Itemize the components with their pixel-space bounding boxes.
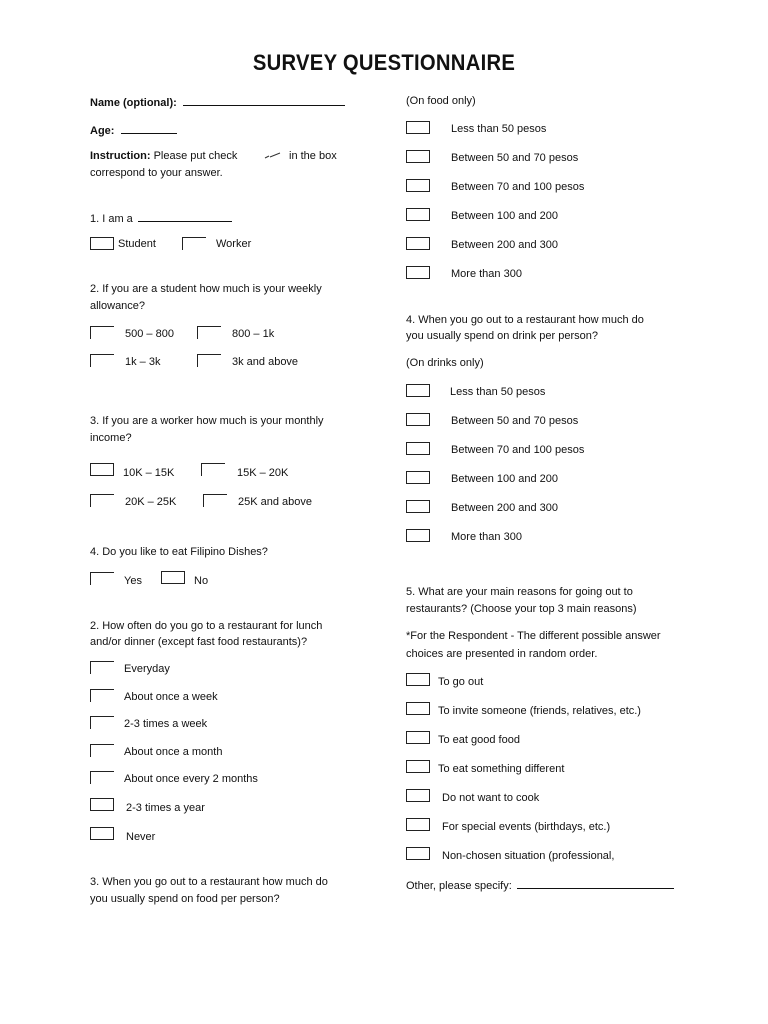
- instruction-label: Instruction:: [90, 150, 151, 162]
- reason-option-6: For special events (birthdays, etc.): [442, 821, 611, 833]
- page-title: SURVEY QUESTIONNAIRE: [252, 50, 516, 75]
- checkbox-everyday[interactable]: [90, 661, 114, 674]
- instruction-text-1: Please put check: [153, 150, 238, 162]
- reason-option-4: To eat something different: [438, 763, 565, 775]
- reason-checkbox-2[interactable]: [406, 702, 430, 715]
- checkbox-no[interactable]: [161, 571, 185, 584]
- checkbox-never[interactable]: [90, 827, 114, 840]
- checkbox-500-800[interactable]: [90, 326, 114, 339]
- question-8-line1: 5. What are your main reasons for going out to: [406, 586, 633, 598]
- question-1-text: 1. I am a: [90, 213, 133, 225]
- question-4-text: 4. Do you like to eat Filipino Dishes?: [90, 546, 268, 558]
- checkbox-once-week[interactable]: [90, 689, 114, 702]
- question-6-line2: you usually spend on food per person?: [90, 893, 280, 905]
- checkbox-25k-above[interactable]: [203, 494, 227, 507]
- checkbox-worker[interactable]: [182, 237, 206, 250]
- drink-checkbox-6[interactable]: [406, 529, 430, 542]
- checkbox-800-1k[interactable]: [197, 326, 221, 339]
- option-worker: Worker: [216, 238, 252, 250]
- reason-option-5: Do not want to cook: [442, 792, 540, 804]
- drink-option-5: Between 200 and 300: [451, 502, 559, 514]
- option-2-3-week: 2-3 times a week: [124, 718, 208, 730]
- drink-option-4: Between 100 and 200: [451, 473, 559, 485]
- checkbox-student[interactable]: [90, 237, 114, 250]
- question-3-line1: 3. If you are a worker how much is your monthly: [90, 415, 324, 427]
- checkbox-2-3-year[interactable]: [90, 798, 114, 811]
- question-8-line2: restaurants? (Choose your top 3 main reasons): [406, 603, 637, 615]
- drink-option-2: Between 50 and 70 pesos: [451, 415, 579, 427]
- name-label: [90, 93, 345, 112]
- option-500-800: 500 – 800: [125, 328, 174, 340]
- question-7-line1: 4. When you go out to a restaurant how much do: [406, 314, 644, 326]
- option-yes: Yes: [124, 575, 142, 587]
- question-1-blank[interactable]: [138, 209, 232, 222]
- respondent-note-line1: *For the Respondent - The different possible answer: [406, 630, 661, 642]
- checkbox-yes[interactable]: [90, 572, 114, 585]
- option-15k-20k: 15K – 20K: [237, 467, 289, 479]
- reason-option-3: To eat good food: [438, 734, 520, 746]
- question-6-line1: 3. When you go out to a restaurant how much do: [90, 876, 328, 888]
- drink-checkbox-5[interactable]: [406, 500, 430, 513]
- checkbox-every-2-months[interactable]: [90, 771, 114, 784]
- food-option-2: Between 50 and 70 pesos: [451, 152, 579, 164]
- instruction-text-2: in the box: [289, 150, 337, 162]
- option-20k-25k: 20K – 25K: [125, 496, 177, 508]
- drink-checkbox-3[interactable]: [406, 442, 430, 455]
- checkbox-1k-3k[interactable]: [90, 354, 114, 367]
- option-never: Never: [126, 831, 156, 843]
- reason-option-7: Non-chosen situation (professional,: [442, 850, 615, 862]
- food-checkbox-4[interactable]: [406, 208, 430, 221]
- option-3k-above: 3k and above: [232, 356, 299, 368]
- question-5-line1: 2. How often do you go to a restaurant for lunch: [90, 620, 323, 632]
- age-label: [90, 121, 177, 140]
- question-5-line2: and/or dinner (except fast food restaurants)?: [90, 636, 308, 648]
- food-option-6: More than 300: [451, 268, 522, 280]
- instruction-text-3: correspond to your answer.: [90, 167, 223, 179]
- option-every-2-months: About once every 2 months: [124, 773, 258, 785]
- option-800-1k: 800 – 1k: [232, 328, 275, 340]
- reason-checkbox-7[interactable]: [406, 847, 430, 860]
- option-once-week: About once a week: [124, 691, 218, 703]
- name-input-line[interactable]: [183, 93, 345, 106]
- drink-checkbox-2[interactable]: [406, 413, 430, 426]
- food-checkbox-2[interactable]: [406, 150, 430, 163]
- respondent-note-line2: choices are presented in random order.: [406, 648, 598, 660]
- food-checkbox-3[interactable]: [406, 179, 430, 192]
- option-1k-3k: 1k – 3k: [125, 356, 161, 368]
- food-option-3: Between 70 and 100 pesos: [451, 181, 585, 193]
- checkbox-2-3-week[interactable]: [90, 716, 114, 729]
- option-student: Student: [118, 238, 156, 250]
- food-checkbox-5[interactable]: [406, 237, 430, 250]
- food-option-1: Less than 50 pesos: [451, 123, 547, 135]
- instruction-line1: [90, 148, 237, 165]
- drink-checkbox-4[interactable]: [406, 471, 430, 484]
- food-option-4: Between 100 and 200: [451, 210, 559, 222]
- reason-option-2: To invite someone (friends, relatives, etc.): [438, 705, 641, 717]
- other-specify-label: Other, please specify:: [406, 880, 512, 892]
- checkbox-20k-25k[interactable]: [90, 494, 114, 507]
- age-label-text: Age:: [90, 125, 115, 137]
- checkbox-3k-above[interactable]: [197, 354, 221, 367]
- reason-checkbox-4[interactable]: [406, 760, 430, 773]
- reason-option-1: To go out: [438, 676, 484, 688]
- option-no: No: [194, 575, 209, 587]
- reason-checkbox-3[interactable]: [406, 731, 430, 744]
- food-checkbox-6[interactable]: [406, 266, 430, 279]
- question-7-line2: you usually spend on drink per person?: [406, 330, 599, 342]
- option-25k-above: 25K and above: [238, 496, 313, 508]
- food-checkbox-1[interactable]: [406, 121, 430, 134]
- food-option-5: Between 200 and 300: [451, 239, 559, 251]
- food-only-note: (On food only): [406, 95, 476, 107]
- checkbox-10k-15k[interactable]: [90, 463, 114, 476]
- reason-checkbox-1[interactable]: [406, 673, 430, 686]
- option-everyday: Everyday: [124, 663, 170, 675]
- question-3-line2: income?: [90, 432, 132, 444]
- reason-checkbox-5[interactable]: [406, 789, 430, 802]
- other-specify-input-line[interactable]: [517, 876, 674, 889]
- checkmark-icon: [263, 151, 283, 161]
- drinks-only-note: (On drinks only): [406, 357, 484, 369]
- checkbox-once-month[interactable]: [90, 744, 114, 757]
- drink-option-6: More than 300: [451, 531, 522, 543]
- question-2-line1: 2. If you are a student how much is your weekly: [90, 283, 322, 295]
- question-2-line2: allowance?: [90, 300, 146, 312]
- option-10k-15k: 10K – 15K: [123, 467, 175, 479]
- drink-option-1: Less than 50 pesos: [450, 386, 546, 398]
- option-once-month: About once a month: [124, 746, 223, 758]
- checkbox-15k-20k[interactable]: [201, 463, 225, 476]
- age-input-line[interactable]: [121, 121, 177, 134]
- reason-checkbox-6[interactable]: [406, 818, 430, 831]
- drink-option-3: Between 70 and 100 pesos: [451, 444, 585, 456]
- option-2-3-year: 2-3 times a year: [126, 802, 205, 814]
- question-1: [90, 209, 232, 228]
- other-specify: [406, 876, 674, 895]
- drink-checkbox-1[interactable]: [406, 384, 430, 397]
- name-label-text: Name (optional):: [90, 97, 177, 109]
